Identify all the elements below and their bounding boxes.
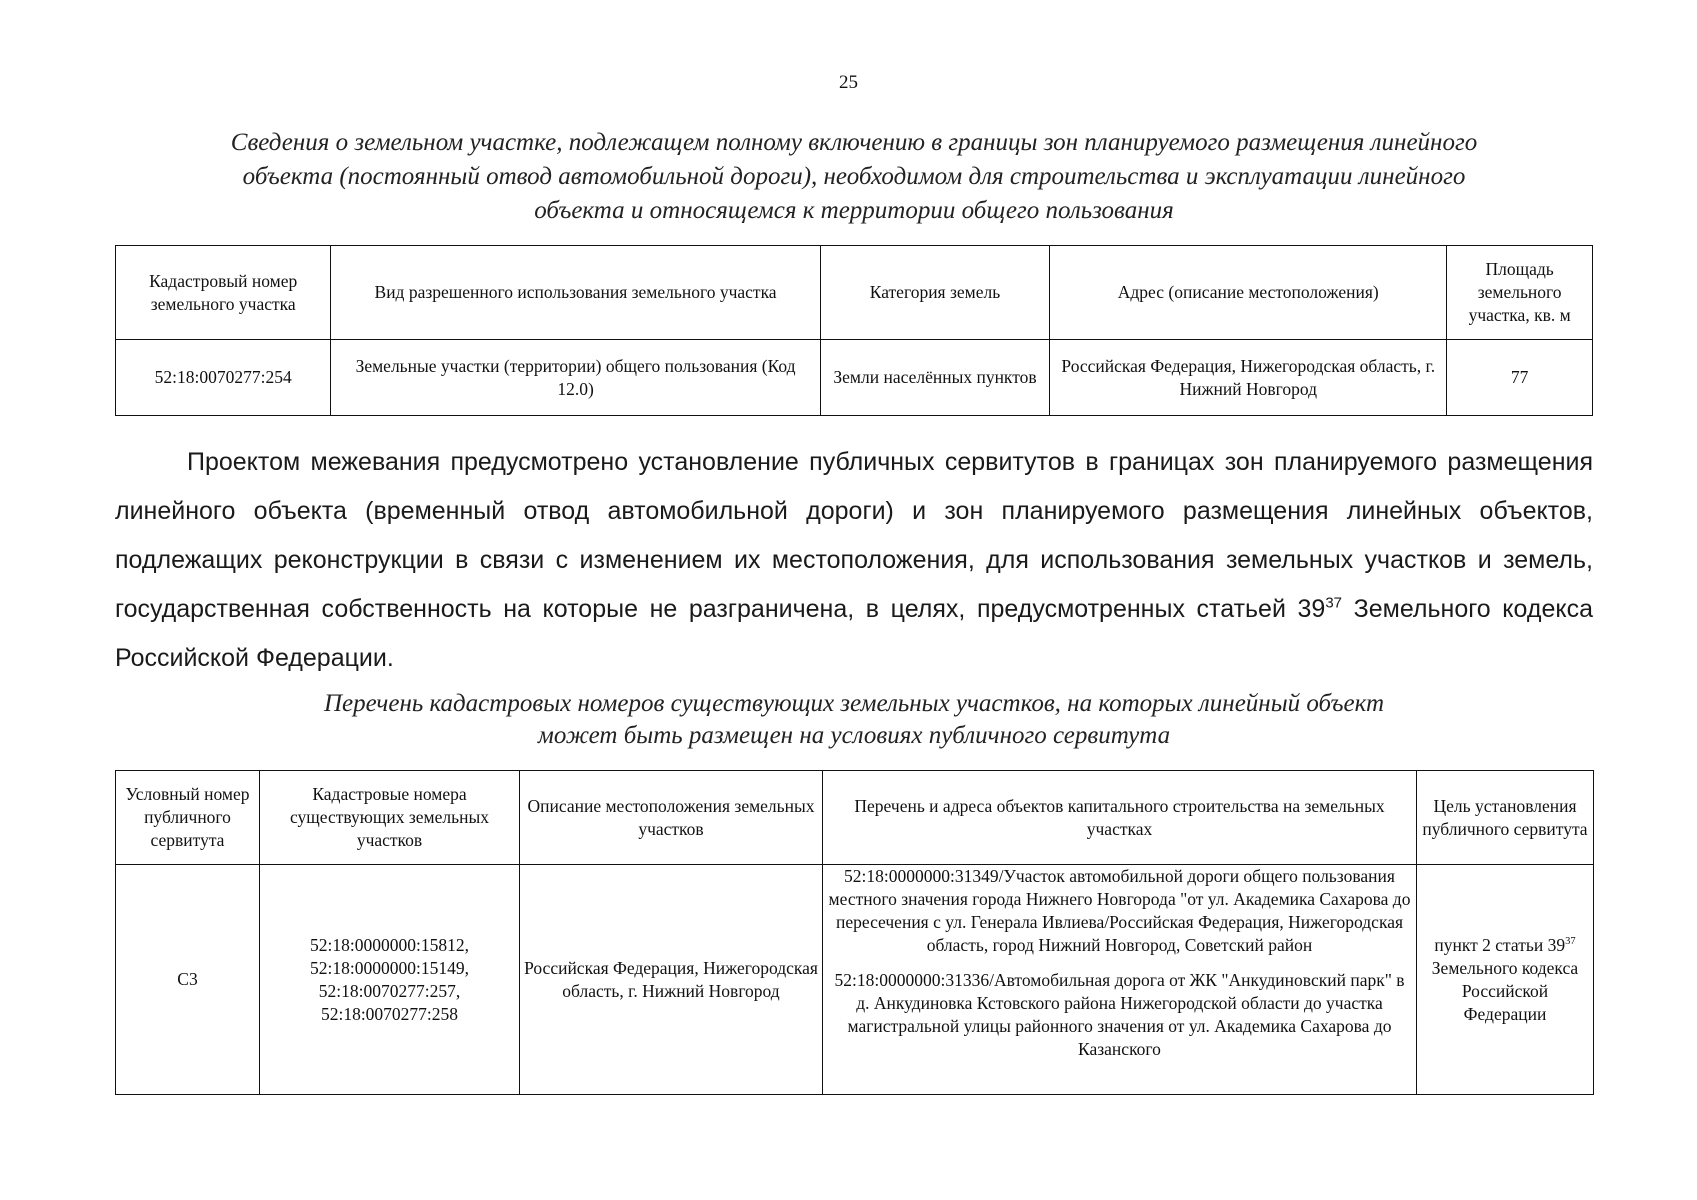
- table-header-row: [116, 246, 1593, 340]
- table-row: [116, 340, 1593, 416]
- caption-servitude-list: [115, 688, 1593, 752]
- header-land-category: Категория земель: [820, 246, 1049, 340]
- cadastral-number: 52:18:0070277:257,: [318, 980, 461, 1001]
- header-objects: Перечень и адреса объектов капитального строительства на земельных участках: [823, 771, 1417, 865]
- header-purpose: Цель установления публичного сервитута: [1417, 771, 1594, 865]
- servitude-table: [115, 770, 1594, 1095]
- superscript: 37: [1325, 594, 1343, 612]
- header-area: Площадь земельного участка, кв. м: [1447, 246, 1593, 340]
- cell-purpose: [1417, 865, 1594, 1095]
- cell-servitude-number: С3: [116, 865, 260, 1095]
- caption-line: объекта (постоянный отвод автомобильной дороги), необходимом для строительства и эксплуатации линейного: [242, 163, 1466, 190]
- table-header-row: [116, 771, 1594, 865]
- caption-line: может быть размещен на условиях публичного сервитута: [537, 722, 1171, 749]
- header-permitted-use: Вид разрешенного использования земельного участка: [331, 246, 820, 340]
- cell-objects: [823, 865, 1417, 1095]
- cell-location: Российская Федерация, Нижегородская область, г. Нижний Новгород: [520, 865, 823, 1095]
- superscript: 37: [1565, 935, 1576, 947]
- cadastral-number: 52:18:0000000:15812,: [310, 934, 469, 955]
- caption-line: Сведения о земельном участке, подлежащем полному включению в границы зон планируемого размещения линейного: [230, 129, 1478, 156]
- header-address: Адрес (описание местоположения): [1050, 246, 1447, 340]
- purpose-text-end: Земельного кодекса Российской Федерации: [1431, 957, 1579, 1024]
- cell-area: 77: [1447, 340, 1593, 416]
- caption-line: Перечень кадастровых номеров существующих земельных участков, на которых линейный объект: [324, 690, 1384, 717]
- cell-address: Российская Федерация, Нижегородская область, г. Нижний Новгород: [1050, 340, 1447, 416]
- object-entry: 52:18:0000000:31349/Участок автомобильной дороги общего пользования местного значения города Нижнего Новгорода "от ул. Академика Сахарова до пересечения с ул. Генерала Ивлиева/Российская Федерация, Нижегородская область, город Нижний Новгород, Советский район: [828, 866, 1411, 955]
- header-servitude-number: Условный номер публичного сервитута: [116, 771, 260, 865]
- land-plot-table: [115, 245, 1593, 416]
- page-number: 25: [839, 72, 858, 93]
- cell-cadastral-numbers: [260, 865, 520, 1095]
- cell-cadastral-number: 52:18:0070277:254: [116, 340, 331, 416]
- cadastral-number: 52:18:0000000:15149,: [310, 957, 469, 978]
- cadastral-number: 52:18:0070277:258: [320, 1003, 459, 1024]
- paragraph-text-end: Земельного кодекса Российской Федерации.: [115, 595, 1593, 672]
- cell-permitted-use: Земельные участки (территории) общего пользования (Код 12.0): [331, 340, 820, 416]
- body-paragraph: [115, 438, 1593, 683]
- header-location: Описание местоположения земельных участков: [520, 771, 823, 865]
- object-entry: 52:18:0000000:31336/Автомобильная дорога от ЖК "Анкудиновский парк" в д. Анкудиновка Кстовского района Нижегородской области до участка магистральной улицы районного значения от ул. Академика Сахарова до Казанского: [834, 970, 1405, 1059]
- header-cadastral-number: Кадастровый номер земельного участка: [116, 246, 331, 340]
- caption-line: объекта и относящемся к территории общего пользования: [534, 197, 1174, 224]
- caption-land-plot-info: [115, 126, 1593, 228]
- header-cadastral-numbers: Кадастровые номера существующих земельных участков: [260, 771, 520, 865]
- purpose-text: пункт 2 статьи 39: [1434, 934, 1566, 955]
- table-row: [116, 865, 1594, 1095]
- cell-land-category: Земли населённых пунктов: [820, 340, 1049, 416]
- paragraph-text: Проектом межевания предусмотрено установление публичных сервитутов в границах зон планируемого размещения линейного объекта (временный отвод автомобильной дороги) и зон планируемого размещения линейных объектов, подлежащих реконструкции в связи с изменением их местоположения, для использования земельных участков и земель, государственная собственность на которые не разграничена, в целях, предусмотренных статьей 39: [115, 448, 1593, 623]
